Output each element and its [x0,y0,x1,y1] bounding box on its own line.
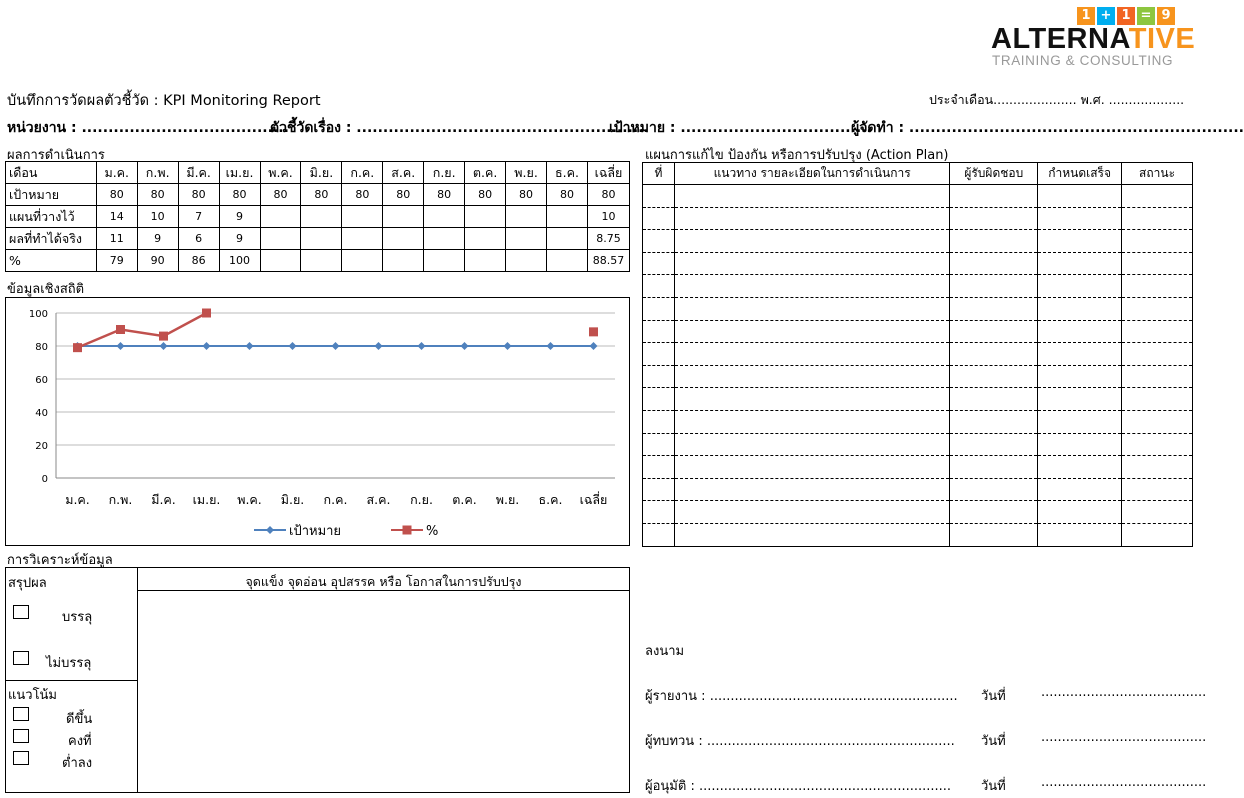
action-cell[interactable] [643,365,675,388]
column-header: พ.ย. [506,162,547,184]
action-cell[interactable] [643,275,675,298]
legend-label: % [426,524,439,539]
data-point [547,342,555,350]
column-header: เฉลี่ย [587,162,629,184]
action-cell[interactable] [1122,433,1193,456]
column-header: ต.ค. [465,162,506,184]
table-cell[interactable]: 80 [383,184,424,206]
action-cell[interactable] [674,388,949,411]
action-cell[interactable] [674,297,949,320]
column-header: ม.ค. [96,162,137,184]
action-cell[interactable] [1122,320,1193,343]
data-point [73,343,82,352]
indicator-field[interactable]: ตัวชี้วัดเรื่อง : ....................................................... [270,120,649,136]
table-cell[interactable] [465,250,506,272]
action-cell[interactable] [950,207,1038,230]
column-header: ธ.ค. [547,162,588,184]
x-tick-label: มิ.ย. [280,492,305,507]
table-cell[interactable]: 86 [178,250,219,272]
table-cell[interactable]: 80 [587,184,629,206]
action-cell[interactable] [674,230,949,253]
trend-label: แนวโน้ม [8,688,58,703]
data-point [418,342,426,350]
achieved-label: บรรลุ [62,610,93,625]
table-cell[interactable] [383,250,424,272]
action-cell[interactable] [674,320,949,343]
y-tick-label: 60 [35,375,48,386]
action-cell[interactable] [643,185,675,208]
action-cell[interactable] [950,365,1038,388]
chart-frame [5,297,630,546]
table-row [6,228,630,250]
data-point [332,342,340,350]
table-cell[interactable]: 80 [465,184,506,206]
action-row [643,365,1193,388]
action-cell[interactable] [950,410,1038,433]
action-cell[interactable] [674,275,949,298]
table-cell[interactable]: 8.75 [587,228,629,250]
action-column-header: แนวทาง รายละเอียดในการดำเนินการ [674,163,949,185]
action-cell[interactable] [674,252,949,275]
action-cell[interactable] [1038,365,1122,388]
table-cell[interactable]: 88.57 [587,250,629,272]
action-cell[interactable] [643,320,675,343]
column-header: ส.ค. [383,162,424,184]
y-tick-label: 100 [28,309,48,320]
column-header: มี.ค. [178,162,219,184]
x-tick-label: เม.ย. [192,492,221,507]
action-cell[interactable] [1122,297,1193,320]
table-cell[interactable]: 80 [342,184,383,206]
column-header: เม.ย. [219,162,260,184]
table-cell[interactable]: 100 [219,250,260,272]
action-cell[interactable] [1038,320,1122,343]
logo-box: 1 [1077,7,1095,25]
action-row [643,230,1193,253]
reviewer-date-label: วันที่ [981,734,1006,749]
row-label: เป้าหมาย [6,184,97,206]
data-point [117,342,125,350]
action-cell[interactable] [1038,185,1122,208]
trend-better-label: ดีขึ้น [66,712,93,727]
target-field[interactable]: เป้าหมาย : .................................... [609,120,872,136]
action-cell[interactable] [950,388,1038,411]
approver-field[interactable]: ผู้อนุมัติ : ............................................................. [645,779,952,794]
x-tick-label: พ.ย. [495,492,520,507]
action-row [643,501,1193,524]
x-tick-label: เฉลี่ย [579,492,608,507]
table-cell[interactable]: 80 [547,184,588,206]
table-cell[interactable] [260,206,301,228]
action-cell[interactable] [1038,410,1122,433]
table-cell[interactable]: 9 [219,206,260,228]
action-cell[interactable] [950,478,1038,501]
action-cell[interactable] [674,523,949,546]
legend-label: เป้าหมาย [289,524,342,539]
x-tick-label: ส.ค. [366,492,391,507]
action-header-row [643,163,1193,185]
action-cell[interactable] [950,456,1038,479]
data-point [203,342,211,350]
table-cell[interactable] [342,228,383,250]
column-header: ก.ย. [424,162,465,184]
x-tick-label: พ.ค. [237,492,262,507]
logo-tagline: TRAINING & CONSULTING [992,53,1174,68]
table-cell[interactable] [506,228,547,250]
legend-marker [266,526,274,534]
table-cell[interactable]: 80 [506,184,547,206]
row-label: แผนที่วางไว้ [6,206,97,228]
table-cell[interactable] [506,206,547,228]
data-point [159,332,168,341]
trend-better-checkbox[interactable] [13,707,29,721]
action-row [643,478,1193,501]
action-cell[interactable] [1038,388,1122,411]
action-row [643,410,1193,433]
report-title: บันทึกการวัดผลตัวชี้วัด : KPI Monitoring Report [7,93,321,109]
action-cell[interactable] [674,365,949,388]
action-cell[interactable] [1038,207,1122,230]
table-cell[interactable] [424,206,465,228]
logo-box: 9 [1157,7,1175,25]
action-plan-title: แผนการแก้ไข ป้องกัน หรือการปรับปรุง (Action Plan) [645,148,949,163]
x-tick-label: ต.ค. [452,492,477,507]
action-cell[interactable] [674,456,949,479]
action-column-header: สถานะ [1122,163,1193,185]
data-point [589,327,598,336]
action-cell[interactable] [1122,478,1193,501]
reporter-date-field[interactable]: ........................................ [1041,685,1207,700]
table-cell[interactable] [465,228,506,250]
table-cell[interactable] [547,228,588,250]
not-achieved-label: ไม่บรรลุ [46,656,92,671]
action-cell[interactable] [643,230,675,253]
action-cell[interactable] [1038,297,1122,320]
action-cell[interactable] [643,297,675,320]
column-header: มิ.ย. [301,162,342,184]
x-tick-label: ก.ค. [323,492,348,507]
action-cell[interactable] [950,275,1038,298]
logo-box: 1 [1117,7,1135,25]
column-header: พ.ค. [260,162,301,184]
action-cell[interactable] [643,388,675,411]
table-cell[interactable] [465,206,506,228]
x-tick-label: ก.ย. [410,492,433,507]
trend-lower-checkbox[interactable] [13,751,29,765]
preparer-field[interactable]: ผู้จัดทำ : ............................................................... [851,120,1244,136]
table-cell[interactable] [301,206,342,228]
month-year-field[interactable]: ประจำเดือน..................... พ.ศ. ................... [929,92,1185,107]
action-row [643,252,1193,275]
action-cell[interactable] [643,456,675,479]
column-header: เดือน [6,162,97,184]
table-cell[interactable]: 10 [137,206,178,228]
swot-header: จุดแข็ง จุดอ่อน อุปสรรค หรือ โอกาสในการปรับปรุง [245,574,522,589]
action-cell[interactable] [1122,275,1193,298]
action-row [643,185,1193,208]
action-cell[interactable] [1122,343,1193,366]
reporter-field[interactable]: ผู้รายงาน : ............................................................ [645,689,958,704]
action-row [643,297,1193,320]
action-cell[interactable] [1038,523,1122,546]
summary-divider [5,680,138,681]
action-cell[interactable] [674,433,949,456]
table-cell[interactable]: 80 [137,184,178,206]
action-cell[interactable] [643,343,675,366]
action-cell[interactable] [1122,185,1193,208]
action-cell[interactable] [1122,523,1193,546]
action-cell[interactable] [1038,343,1122,366]
action-cell[interactable] [1122,252,1193,275]
action-cell[interactable] [950,185,1038,208]
action-cell[interactable] [1122,410,1193,433]
analysis-section-title: การวิเคราะห์ข้อมูล [7,553,113,568]
y-tick-label: 0 [41,474,48,485]
data-point [246,342,254,350]
table-cell[interactable]: 80 [260,184,301,206]
data-point [461,342,469,350]
results-header-row [6,162,630,184]
table-cell[interactable] [383,206,424,228]
action-cell[interactable] [1038,501,1122,524]
action-cell[interactable] [1122,388,1193,411]
table-cell[interactable] [547,206,588,228]
table-cell[interactable]: 80 [178,184,219,206]
table-cell[interactable]: 90 [137,250,178,272]
swot-panel [137,567,630,793]
table-cell[interactable] [342,250,383,272]
table-cell[interactable]: 6 [178,228,219,250]
table-cell[interactable]: 9 [137,228,178,250]
action-cell[interactable] [643,410,675,433]
action-column-header: กำหนดเสร็จ [1038,163,1122,185]
data-point [289,342,297,350]
action-cell[interactable] [674,478,949,501]
action-cell[interactable] [1038,252,1122,275]
row-label: ผลที่ทำได้จริง [6,228,97,250]
line-chart [6,298,629,545]
action-row [643,320,1193,343]
action-cell[interactable] [950,343,1038,366]
action-row [643,523,1193,546]
signature-title: ลงนาม [645,644,685,659]
table-cell[interactable] [301,250,342,272]
action-cell[interactable] [1038,275,1122,298]
table-cell[interactable]: 80 [424,184,465,206]
table-cell[interactable]: 80 [301,184,342,206]
table-cell[interactable] [260,250,301,272]
x-tick-label: ก.พ. [108,492,133,507]
action-row [643,433,1193,456]
results-table [5,161,630,272]
action-cell[interactable] [1122,365,1193,388]
action-cell[interactable] [643,523,675,546]
trend-lower-label: ต่ำลง [62,756,93,771]
logo-wordmark: ALTERNATIVE [991,23,1196,55]
table-cell[interactable] [424,250,465,272]
approver-date-field[interactable]: ........................................ [1041,775,1207,790]
data-point [590,342,598,350]
table-cell[interactable] [506,250,547,272]
action-cell[interactable] [950,320,1038,343]
action-cell[interactable] [643,252,675,275]
table-cell[interactable]: 80 [219,184,260,206]
action-cell[interactable] [674,343,949,366]
table-row [6,206,630,228]
y-tick-label: 80 [35,342,48,353]
column-header: ก.ค. [342,162,383,184]
table-row [6,250,630,272]
row-label: % [6,250,97,272]
action-cell[interactable] [950,297,1038,320]
action-cell[interactable] [674,185,949,208]
action-cell[interactable] [643,207,675,230]
action-cell[interactable] [674,410,949,433]
action-cell[interactable] [643,433,675,456]
table-cell[interactable] [301,228,342,250]
y-tick-label: 40 [35,408,48,419]
action-row [643,207,1193,230]
x-tick-label: ม.ค. [65,492,90,507]
action-cell[interactable] [1122,207,1193,230]
table-cell[interactable] [424,228,465,250]
table-cell[interactable]: 80 [96,184,137,206]
reviewer-field[interactable]: ผู้ทบทวน : ............................................................ [645,734,955,749]
legend-marker [403,526,412,535]
data-point [116,325,125,334]
action-row [643,343,1193,366]
series-line [78,313,207,348]
table-cell[interactable]: 79 [96,250,137,272]
action-plan-table [642,162,1193,547]
data-point [202,309,211,318]
data-point [160,342,168,350]
action-cell[interactable] [950,433,1038,456]
x-tick-label: ธ.ค. [538,492,563,507]
summary-label: สรุปผล [8,576,47,591]
trend-stable-checkbox[interactable] [13,729,29,743]
reporter-date-label: วันที่ [981,689,1006,704]
achieved-checkbox[interactable] [13,605,29,619]
trend-stable-label: คงที่ [68,734,92,749]
data-point [504,342,512,350]
logo-box: = [1137,7,1155,25]
action-cell[interactable] [1038,478,1122,501]
approver-date-label: วันที่ [981,779,1006,794]
action-cell[interactable] [950,252,1038,275]
action-cell[interactable] [950,501,1038,524]
table-row [6,184,630,206]
table-cell[interactable] [547,250,588,272]
table-cell[interactable] [383,228,424,250]
table-cell[interactable]: 11 [96,228,137,250]
action-cell[interactable] [1038,456,1122,479]
action-cell[interactable] [674,207,949,230]
table-cell[interactable] [342,206,383,228]
table-cell[interactable] [260,228,301,250]
data-point [375,342,383,350]
action-cell[interactable] [1038,230,1122,253]
unit-field[interactable]: หน่วยงาน : ....................................... [7,120,289,136]
action-cell[interactable] [950,523,1038,546]
action-row [643,456,1193,479]
action-cell[interactable] [643,478,675,501]
table-cell[interactable]: 10 [587,206,629,228]
action-cell[interactable] [1122,456,1193,479]
logo-box: + [1097,7,1115,25]
results-section-title: ผลการดำเนินการ [7,148,105,163]
stats-section-title: ข้อมูลเชิงสถิติ [7,282,85,297]
action-cell[interactable] [1122,230,1193,253]
table-cell[interactable]: 7 [178,206,219,228]
action-cell[interactable] [674,501,949,524]
action-cell[interactable] [1122,501,1193,524]
table-cell[interactable]: 9 [219,228,260,250]
action-row [643,275,1193,298]
action-cell[interactable] [950,230,1038,253]
y-tick-label: 20 [35,441,48,452]
table-cell[interactable]: 14 [96,206,137,228]
column-header: ก.พ. [137,162,178,184]
x-tick-label: มี.ค. [151,492,176,507]
reviewer-date-field[interactable]: ........................................ [1041,730,1207,745]
action-column-header: ที่ [643,163,675,185]
action-row [643,388,1193,411]
action-column-header: ผู้รับผิดชอบ [950,163,1038,185]
action-cell[interactable] [1038,433,1122,456]
action-cell[interactable] [643,501,675,524]
not-achieved-checkbox[interactable] [13,651,29,665]
